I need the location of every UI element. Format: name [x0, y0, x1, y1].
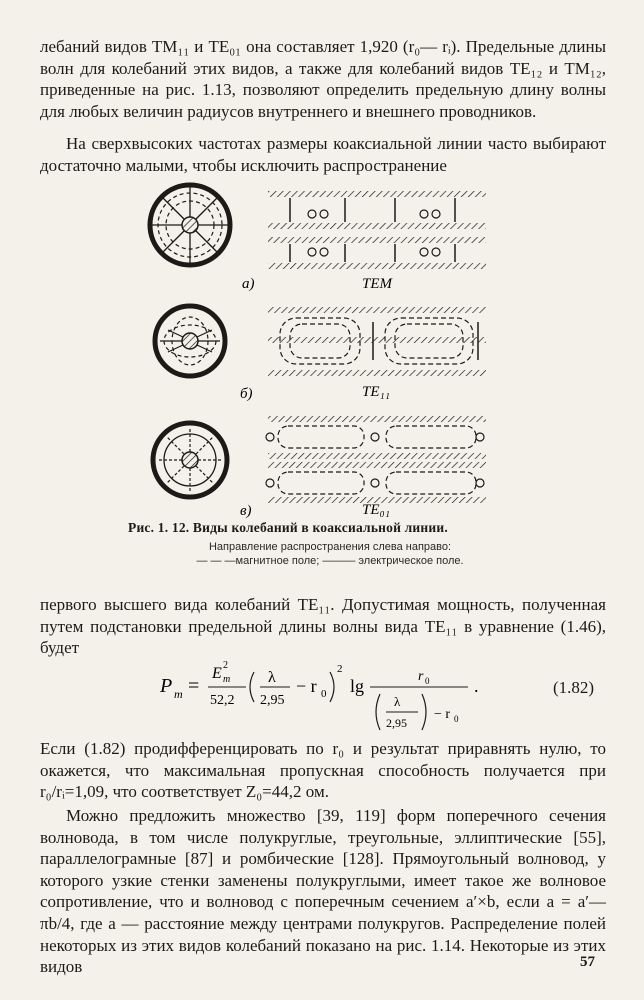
formula-den-lambda: 2,95: [260, 693, 285, 708]
formula-den1: 52,2: [210, 693, 235, 708]
paragraph-top-1: лебаний видов TM₁₁ и TE₀₁ она составляет 1,920 (r₀— rᵢ). Предельные длины волн для колебаний этих видов, а также для колебаний видов TE₁₂ и TM₁₂, приведенные на рис. 1.13, позволяют определить предельную длину волны для любых величин радиусов внутреннего и внешнего проводников.: [40, 37, 606, 121]
formula-dot: .: [474, 676, 479, 696]
row-b-mode: TE₁₁: [362, 384, 390, 400]
row-c-mode: TE₀₁: [362, 502, 390, 518]
figure-note-line-2: — — —магнитное поле; ——— электрическое поле.: [196, 555, 464, 567]
page-number: 57: [580, 954, 595, 970]
formula-eq: =: [188, 675, 200, 697]
row-a-mode: TEM: [362, 276, 392, 292]
paragraph-mid-1: первого высшего вида колебаний TE₁₁. Допустимая мощность, полученная путем подстановки предельной длины волны вида TE₁₁ в уравнение (1.46), будет: [40, 595, 606, 658]
figure-note: [150, 540, 510, 568]
row-c-te01: [153, 416, 486, 519]
row-b-letter: б): [240, 386, 253, 402]
formula-r-sub: 0: [321, 688, 327, 700]
row-a-letter: а): [242, 276, 255, 292]
formula-num1-sup: 2: [223, 660, 228, 671]
formula-lhs-sub: m: [174, 687, 183, 701]
equation-number: (1.82): [553, 678, 595, 697]
formula-inner-lambda: λ: [394, 694, 401, 709]
row-b-te11: [155, 306, 486, 402]
formula-inner-r-sub: 0: [454, 714, 459, 724]
formula-lg: lg: [350, 676, 365, 696]
figure-note-line-1: Направление распространения слева направо:: [208, 541, 452, 553]
figure-caption: Рис. 1. 12. Виды колебаний в коаксиальной линии.: [128, 520, 448, 535]
paragraph-top-2: На сверхвысоких частотах размеры коаксиальной линии часто выбирают достаточно малыми, чтобы исключить распространение: [40, 134, 606, 175]
formula-inner-den: 2,95: [386, 716, 407, 730]
paragraph-after-1: Если (1.82) продифференцировать по r₀ и результат приравнять нулю, то окажется, что максимальная пропускная способность получается при r₀/rᵢ=1,09, что соответствует Z₀=44,2 ом.: [40, 739, 606, 802]
formula-square: 2: [337, 663, 343, 675]
paragraph-after-2: Можно предложить множество [39, 119] форм поперечного сечения волновода, в том числе полукруглые, треугольные, эллиптические [55], параллелограмные [87] и ромбические [128]. Прямоугольный волновод, у которого узкие стенки заменены полукруглыми, имеет такое же волновое сопротивление, что и волновод с поперечным сечением a′×b, если a = a′—πb/4, где a — расстояние между центрами полукругов. Распределение полей некоторых из этих видов колебаний показано на рис. 1.14. Некоторые из этих видов: [40, 806, 606, 977]
formula-inner-minus-r: − r: [434, 707, 451, 722]
formula-1-82: [150, 656, 610, 736]
formula-lambda: λ: [268, 669, 276, 686]
formula-num1: E: [212, 665, 222, 682]
formula-lhs: P: [160, 675, 173, 697]
row-c-letter: в): [240, 503, 252, 519]
formula-num1-sub: m: [223, 674, 231, 685]
formula-frac-num-sub: 0: [425, 676, 430, 686]
row-a-tem: [150, 185, 486, 292]
formula-minus-r: − r: [296, 676, 317, 696]
formula-frac-num: r: [418, 669, 424, 684]
